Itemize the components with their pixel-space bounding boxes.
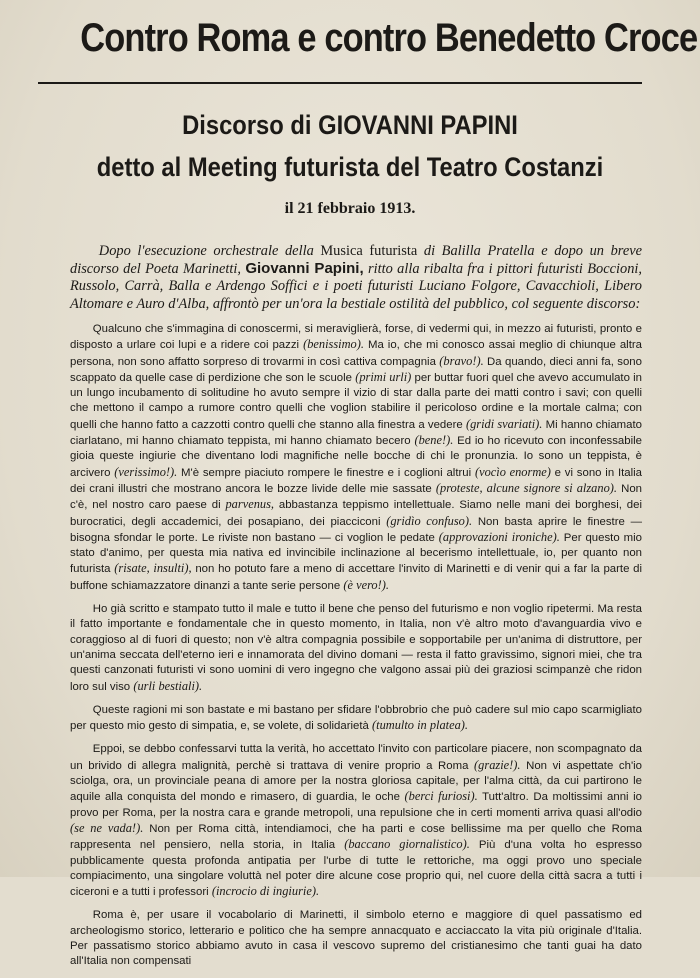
audience-reaction: (gridi svariati).: [465, 416, 543, 431]
masthead-rule: [38, 82, 642, 84]
speech-text: e vi sono in Italia dei crani illustri che mostrano ancora le bozze livide delle mie sassate: [70, 466, 642, 495]
intro-music-title: Musica futurista: [320, 243, 418, 259]
speaker-name: Giovanni Papini,: [245, 260, 364, 278]
speech-text: Roma è, per usare il vocabolario di Marinetti, il simbolo eterno e maggiore di quel passatismo ed archeologismo storico, letterario e politico che ha sempre annacquato e acciaccato la vita più originale d'Italia. Per passatismo storico abbiamo avuto in casa il vescovo supremo del cristianesimo che tanti guai ha dato all'Italia non compensati: [70, 909, 642, 968]
intro-text: di Balilla Pratella e dopo un breve discorso del Poeta Marinetti,: [70, 243, 642, 278]
audience-reaction: (tumulto in platea).: [372, 718, 469, 733]
speech-text: Qualcuno che s'immagina di conoscermi, si meraviglierà, forse, di vedermi qui, in mezzo ai futuristi, pronto e disposto a urlare coi lupi e a ridere coi pazzi: [70, 323, 642, 352]
speech-text: Tutt'altro. Da moltissimi anni io provo per Roma, per la nostra cara e grande metropoli, una repulsione che in certi momenti arriva quasi all'odio: [70, 791, 642, 819]
audience-reaction: (vocìo enorme): [474, 464, 551, 479]
audience-reaction: (risate, insulti),: [114, 561, 192, 576]
speech-paragraph: [70, 703, 642, 735]
audience-reaction: (berci furiosi).: [404, 789, 478, 804]
speech-text: abbastanza teppismo intellettuale. Siamo nelle mani dei borghesi, dei burocratici, degli accademici, dei posapiano, dei piacciconi: [70, 499, 642, 528]
audience-reaction: parvenus,: [225, 497, 275, 512]
audience-reaction: (proteste, alcune signore si alzano).: [435, 480, 617, 495]
speech-title: Discorso di GIOVANNI PAPINI: [182, 110, 518, 140]
speech-paragraph: [70, 322, 642, 594]
speech-text: Non per Roma città, intendiamoci, che ha parti e cose bellissime ma per quello che Roma rappresenta nel pensiero, nella storia, in Italia: [70, 822, 642, 852]
speech-text: Mi hanno chiamato ciarlatano, mi hanno chiamato teppista, mi hanno chiamato becero: [70, 418, 642, 448]
audience-reaction: (è vero!).: [343, 577, 389, 592]
speech-date: il 21 febbraio 1913.: [284, 200, 416, 217]
speech-venue: detto al Meeting futurista del Teatro Costanzi: [96, 152, 604, 182]
speech-text: Più d'una volta ho espresso pubblicamente questa profonda antipatia per l'urbe di tutte le rettoriche, ma oggi provo uno speciale compiacimento, una singolare voluttà nel poter dire alcune cose proprio qui, nel cuore della città sacra a tutti i ciceroni e a tutti i professori: [70, 839, 642, 899]
intro-text: ritto alla ribalta fra i pittori futuristi Boccioni, Russolo, Carrà, Balla e Ardengo Soffici e i poeti futuristi Luciano Folgore, Cavacchioli, Libero Altomare e Auro d'Alba, affrontò per un'ora la bestiale ostilità del pubblico, col seguente discorso:: [70, 261, 642, 312]
audience-reaction: (approvazioni ironiche).: [438, 529, 560, 544]
speech-text: Ho già scritto e stampato tutto il male e tutto il bene che penso del futurismo e non voglio ripetermi. Ma resta il fatto importante e fondamentale che in questo momento, in Italia, non v'è altro moto d'avanguardia vivo e coraggioso al di fuori di questo; non v'è altra compagnia possibile e sopportabile per un'anima di distruttore, per un'anima seccata dell'eterno ieri e innamorata del divino domani — resta il fatto gravissimo, signori miei, che tra questi canzonati futuristi vi sono uomini di vero ingegno che valgono assai più dei graziosi scimpanzè che ridon loro sul viso: [70, 603, 642, 693]
audience-reaction: (baccano giornalistico).: [344, 837, 470, 852]
speech-text: per buttar fuori quel che avevo accumulato in un lungo incubamento di solitudine ho avuto sempre il vizio di star dalla parte dei matti contro i savi; con quelli che mettono il campo a rumore contro quelli che voglion stabilire il pericoloso ordine e la mortale calma; con quelli che hanno fatto a cazzotti contro quelli che stanno alla finestra a vedere: [70, 371, 642, 431]
speech-text: Da quando, dieci anni fa, sono scappato da quelle case di perdizione che son le scuole: [70, 355, 642, 384]
speech-paragraph: [70, 602, 642, 695]
speech-text: Non c'è, nel nostro caro paese di: [70, 482, 643, 512]
audience-reaction: (verissimo!).: [114, 464, 178, 479]
audience-reaction: (gridìo confuso).: [386, 513, 473, 528]
audience-reaction: (primi urli): [355, 369, 412, 384]
speech-paragraph: [70, 908, 642, 969]
speech-text: Per questo mio stato d'animo, per questa mia nativa ed invincibile inclinazione al becerismo intellettuale, io, per quanto non futurista: [70, 531, 642, 576]
masthead-title: Contro Roma e contro Benedetto Croce: [80, 16, 698, 60]
audience-reaction: (urli bestiali).: [133, 678, 203, 693]
audience-reaction: (se ne vada!).: [70, 820, 144, 835]
audience-reaction: (bravo!).: [439, 353, 484, 368]
speech-body: [70, 322, 642, 978]
audience-reaction: (grazie!).: [474, 757, 521, 772]
speech-text: Non basta aprire le finestre — bisogna sfondar le porte. Le riviste non bastano — ci voglion le pedate: [70, 515, 642, 544]
speech-text: Queste ragioni mi son bastate e mi bastano per sfidare l'obbrobrio che può cadere sul mio capo scarmigliato per questo mio gesto di simpatia, e, se volete, di solidarietà: [70, 703, 642, 733]
audience-reaction: (bene!).: [414, 433, 454, 448]
intro-text: Dopo l'esecuzione orchestrale della: [98, 243, 321, 259]
speech-text: Ma io, che mi conosco assai meglio di chiunque altra persona, non sono affatto sorpreso di trovarmi in così cattiva compagnia: [70, 339, 642, 368]
audience-reaction: (benissimo).: [303, 337, 364, 352]
speech-text: Non vi aspettate ch'io sciolga, ora, un provinciale peana di amore per la nostra gloriosa capitale, per l'alma città, da cui partirono le aquile alla conquista del mondo e rimasero, di guardia, le oche: [70, 759, 642, 804]
speech-text: M'è sempre piaciuto rompere le finestre e i coglioni altrui: [177, 466, 475, 479]
speech-text: non ho potuto fare a meno di accettare l'invito di Marinetti e di venir qui a far la parte di buffone schiamazzatore dinanzi a tante serie persone: [70, 563, 643, 592]
speech-text: Ed io ho ricevuto con inconfessabile gioia queste ingiurie che diventano lodi magnifiche nelle bocche di chi le pronunzia. Io sono un teppista, è arcivero: [70, 435, 642, 479]
speech-text: Eppoi, se debbo confessarvi tutta la verità, ho accettato l'invito con particolare piacere, non scompagnato da un brivido di allegra malignità, perchè si trattava di venire proprio a Roma: [70, 743, 642, 772]
audience-reaction: (incrocio di ingiurie).: [211, 884, 320, 899]
intro-paragraph: [70, 243, 642, 313]
